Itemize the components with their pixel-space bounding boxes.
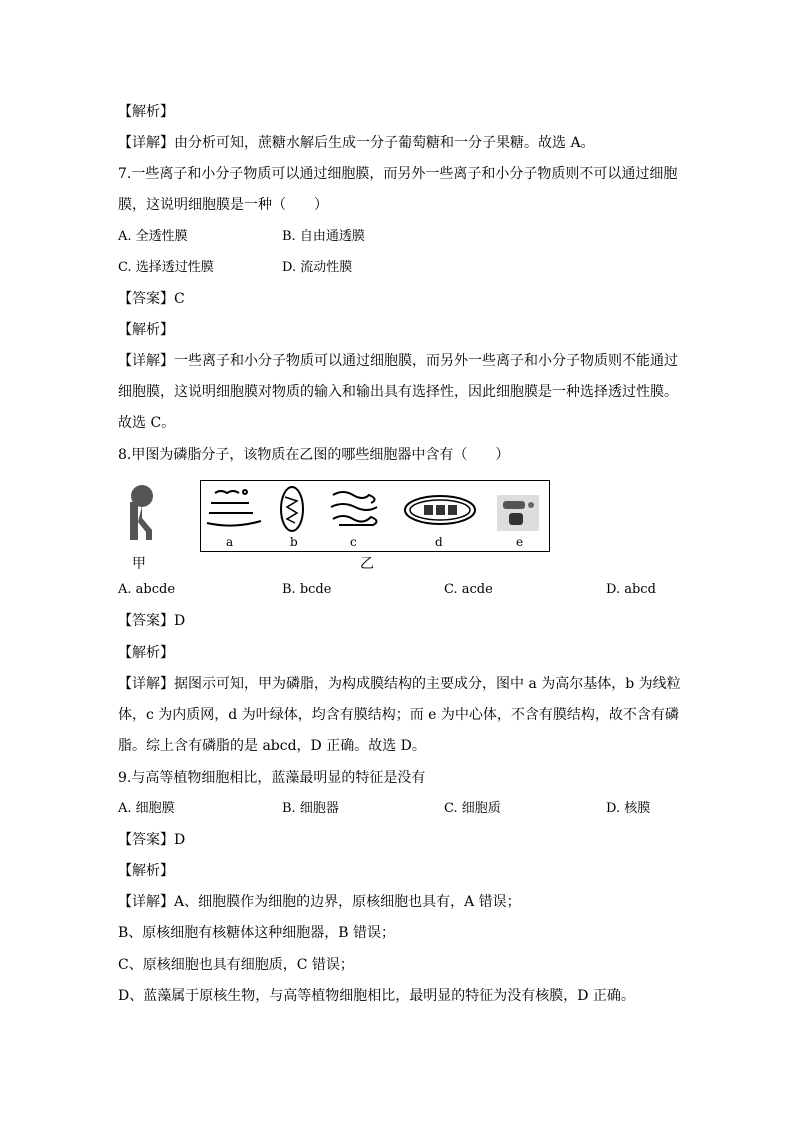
label-e: e: [516, 535, 524, 549]
analysis-heading: 【解析】: [118, 322, 174, 338]
q9-option-d: D. 核膜: [606, 801, 651, 816]
question-8: 8.甲图为磷脂分子，该物质在乙图的哪些细胞器中含有（ ）: [118, 447, 510, 463]
detail-text: 【详解】A、细胞膜作为细胞的边界，原核细胞也具有，A 错误；: [118, 894, 521, 910]
label-a: a: [226, 535, 234, 549]
detail-text: 脂。综上含有磷脂的是 abcd，D 正确。故选 D。: [118, 738, 426, 754]
detail-text: 细胞膜，这说明细胞膜对物质的输入和输出具有选择性，因此细胞膜是一种选择透过性膜。: [118, 384, 678, 400]
detail-text: C、原核细胞也具有细胞质，C 错误；: [118, 957, 354, 973]
q8-option-c: C. acde: [444, 582, 493, 597]
q8-option-b: B. bcde: [282, 582, 332, 597]
golgi-icon: [205, 487, 263, 527]
q8-option-a: A. abcde: [118, 582, 176, 597]
organelle-box: [200, 480, 550, 552]
phospholipid-icon: [120, 484, 164, 542]
label-c: c: [350, 535, 357, 549]
mitochondrion-icon: [279, 485, 305, 533]
q7-option-b: B. 自由通透膜: [282, 229, 365, 244]
q9-option-c: C. 细胞质: [444, 801, 501, 816]
q7-option-d: D. 流动性膜: [282, 260, 353, 275]
label-b: b: [290, 535, 298, 549]
analysis-heading: 【解析】: [118, 863, 174, 879]
detail-text: D、蓝藻属于原核生物，与高等植物细胞相比，最明显的特征为没有核膜，D 正确。: [118, 988, 635, 1004]
endoplasmic-reticulum-icon: [329, 489, 385, 529]
q7-option-a: A. 全透性膜: [118, 229, 188, 244]
question-7-cont: 膜，这说明细胞膜是一种（ ）: [118, 197, 328, 213]
answer-9: 【答案】D: [118, 832, 186, 848]
analysis-heading: 【解析】: [118, 645, 174, 661]
detail-text: 【详解】一些离子和小分子物质可以通过细胞膜，而另外一些离子和小分子物质则不能通过: [118, 353, 678, 369]
q8-option-d: D. abcd: [606, 582, 656, 597]
centriole-icon: [497, 495, 539, 531]
question-9: 9.与高等植物细胞相比，蓝藻最明显的特征是没有: [118, 770, 426, 786]
answer-7: 【答案】C: [118, 291, 185, 307]
q9-option-b: B. 细胞器: [282, 801, 339, 816]
q7-option-c: C. 选择透过性膜: [118, 260, 214, 275]
detail-text: 【详解】由分析可知，蔗糖水解后生成一分子葡萄糖和一分子果糖。故选 A。: [118, 135, 595, 151]
label-d: d: [435, 535, 443, 549]
detail-text: 【详解】据图示可知，甲为磷脂，为构成膜结构的主要成分，图中 a 为高尔基体，b 为线粒: [118, 676, 681, 692]
question-7: 7.一些离子和小分子物质可以通过细胞膜，而另外一些离子和小分子物质则不可以通过细胞: [118, 166, 678, 182]
detail-text: B、原核细胞有核糖体这种细胞器，B 错误；: [118, 925, 396, 941]
answer-8: 【答案】D: [118, 613, 186, 629]
label-yi: 乙: [360, 556, 374, 572]
q9-option-a: A. 细胞膜: [118, 801, 175, 816]
chloroplast-icon: [403, 493, 477, 527]
label-jia: 甲: [132, 556, 146, 572]
detail-text: 体，c 为内质网，d 为叶绿体，均含有膜结构；而 e 为中心体，不含有膜结构，故不含有磷: [118, 707, 679, 723]
detail-text: 故选 C。: [118, 415, 176, 431]
organelle-figure: [118, 480, 558, 576]
analysis-heading: 【解析】: [118, 104, 174, 120]
